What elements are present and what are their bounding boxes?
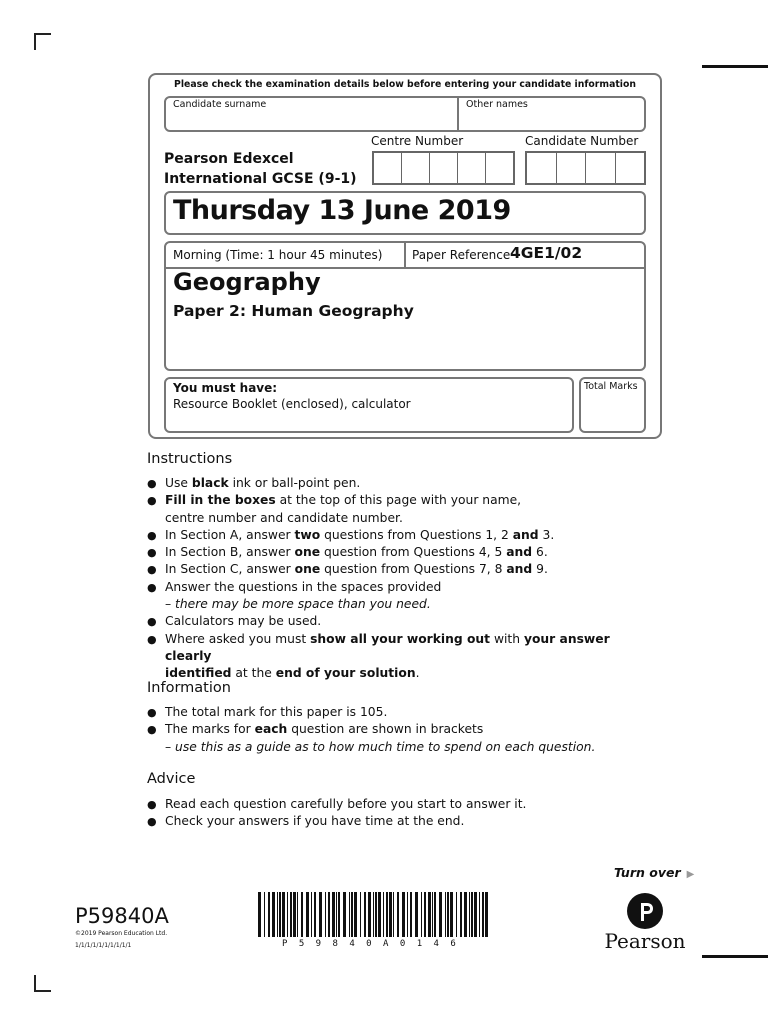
print-code: 1/1/1/1/1/1/1/1/1/1	[75, 942, 132, 949]
list-item: centre number and candidate number.	[165, 510, 403, 525]
paper-reference: 4GE1/02	[510, 244, 583, 262]
barcode-bar	[479, 892, 480, 937]
barcode-bar	[349, 892, 350, 937]
list-item: ● Answer the questions in the spaces provided	[147, 579, 637, 596]
barcode-bar	[282, 892, 285, 937]
barcode-bar	[460, 892, 462, 937]
centre-number-label: Centre Number	[371, 134, 464, 148]
barcode-bar	[474, 892, 477, 937]
total-marks-label: Total Marks	[584, 381, 638, 392]
barcode-bar	[301, 892, 303, 937]
barcode-bar	[397, 892, 399, 937]
barcode-bar	[428, 892, 431, 937]
pearson-logo-text: Pearson	[604, 929, 686, 953]
details-notice: Please check the examination details below before entering your candidate information	[174, 79, 636, 90]
barcode-bar	[364, 892, 366, 937]
barcode-bar	[439, 892, 442, 937]
centre-number-boxes[interactable]	[372, 151, 515, 185]
information-list	[147, 704, 667, 756]
barcode-bar	[325, 892, 326, 937]
list-item: ● The marks for each question are shown in brackets	[147, 721, 667, 738]
paper-details-divider	[404, 241, 406, 268]
barcode-bar	[386, 892, 388, 937]
pearson-logo	[603, 893, 687, 953]
barcode-bar	[424, 892, 426, 937]
candidate-surname-label: Candidate surname	[173, 99, 267, 110]
crop-mark-bottom	[34, 990, 51, 992]
barcode-bar	[287, 892, 288, 937]
barcode-bar	[450, 892, 453, 937]
barcode-bar	[456, 892, 457, 937]
pearson-p-icon	[627, 893, 663, 929]
must-have-items: Resource Booklet (enclosed), calculator	[173, 397, 411, 411]
exam-date: Thursday 13 June 2019	[173, 195, 511, 226]
must-have-label: You must have:	[173, 381, 278, 395]
barcode-bar	[410, 892, 412, 937]
barcode-bar	[432, 892, 433, 937]
barcode-bar	[314, 892, 316, 937]
list-item: ● Where asked you must show all your working out with your answer clearly	[147, 631, 637, 666]
crop-mark-top	[34, 33, 36, 50]
instructions-list	[147, 475, 637, 683]
list-item: ● Read each question carefully before you start to answer it.	[147, 796, 667, 813]
barcode-bar	[354, 892, 357, 937]
barcode-bar	[402, 892, 405, 937]
other-names-label: Other names	[466, 99, 528, 110]
barcode-bar	[378, 892, 381, 937]
barcode-bar	[469, 892, 470, 937]
barcode-bar	[471, 892, 473, 937]
barcode-bar	[338, 892, 340, 937]
subject-title: Geography	[173, 268, 321, 296]
barcode-bar	[279, 892, 281, 937]
list-item: ● Fill in the boxes at the top of this page with your name,	[147, 492, 637, 509]
barcode-text: P 5 9 8 4 0 A 0 1 4 6	[282, 939, 459, 949]
list-item: ● Use black ink or ball-point pen.	[147, 475, 637, 492]
arrow-right-icon: ▶	[686, 869, 695, 880]
paper-code: P59840A	[75, 904, 169, 928]
barcode-bar	[328, 892, 330, 937]
barcode-bar	[332, 892, 335, 937]
barcode-bar	[383, 892, 384, 937]
barcode	[256, 892, 492, 942]
margin-rule-top	[702, 65, 768, 68]
barcode-bar	[434, 892, 436, 937]
barcode-bar	[306, 892, 309, 937]
barcode-bar	[445, 892, 446, 937]
list-item: ● In Section A, answer two questions from Questions 1, 2 and 3.	[147, 527, 637, 544]
paper-reference-label: Paper Reference	[412, 248, 511, 262]
list-item: ● The total mark for this paper is 105.	[147, 704, 667, 721]
instructions-heading: Instructions	[147, 451, 233, 467]
barcode-bar	[415, 892, 418, 937]
barcode-bar	[268, 892, 270, 937]
barcode-bar	[293, 892, 296, 937]
list-item: ● In Section C, answer one question from Questions 7, 8 and 9.	[147, 561, 637, 578]
margin-rule-bottom	[702, 955, 768, 958]
exam-board-line1: Pearson Edexcel	[164, 151, 294, 167]
barcode-bar	[336, 892, 337, 937]
copyright: ©2019 Pearson Education Ltd.	[75, 930, 168, 937]
list-item: ● In Section B, answer one question from Questions 4, 5 and 6.	[147, 544, 637, 561]
barcode-bar	[258, 892, 261, 937]
barcode-bar	[368, 892, 371, 937]
barcode-bar	[360, 892, 361, 937]
list-item: – use this as a guide as to how much time to spend on each question.	[165, 739, 596, 754]
exam-board-line2: International GCSE (9-1)	[164, 171, 357, 187]
candidate-number-boxes[interactable]	[525, 151, 646, 185]
list-item: ● Calculators may be used.	[147, 613, 637, 630]
barcode-bar	[272, 892, 275, 937]
barcode-bar	[319, 892, 322, 937]
candidate-number-label: Candidate Number	[525, 134, 639, 148]
barcode-bar	[277, 892, 278, 937]
crop-mark-top	[34, 33, 51, 35]
paper-title: Paper 2: Human Geography	[173, 302, 414, 320]
barcode-bar	[482, 892, 484, 937]
turn-over-label: Turn over ▶	[614, 865, 695, 880]
barcode-bar	[464, 892, 467, 937]
list-item: identified at the end of your solution.	[165, 666, 420, 681]
barcode-bar	[311, 892, 312, 937]
barcode-bar	[290, 892, 292, 937]
barcode-bar	[297, 892, 298, 937]
barcode-bar	[407, 892, 408, 937]
barcode-bar	[485, 892, 488, 937]
list-item: ● Check your answers if you have time at the end.	[147, 813, 667, 830]
list-item: – there may be more space than you need.	[165, 597, 431, 612]
barcode-bar	[351, 892, 353, 937]
barcode-bar	[421, 892, 422, 937]
barcode-bar	[373, 892, 374, 937]
barcode-bar	[264, 892, 265, 937]
barcode-bar	[393, 892, 394, 937]
advice-list	[147, 796, 667, 831]
barcode-bar	[375, 892, 377, 937]
barcode-bar	[447, 892, 449, 937]
barcode-bar	[343, 892, 346, 937]
information-heading: Information	[147, 680, 231, 696]
barcode-bar	[389, 892, 392, 937]
exam-session: Morning (Time: 1 hour 45 minutes)	[173, 248, 383, 262]
advice-heading: Advice	[147, 771, 196, 787]
